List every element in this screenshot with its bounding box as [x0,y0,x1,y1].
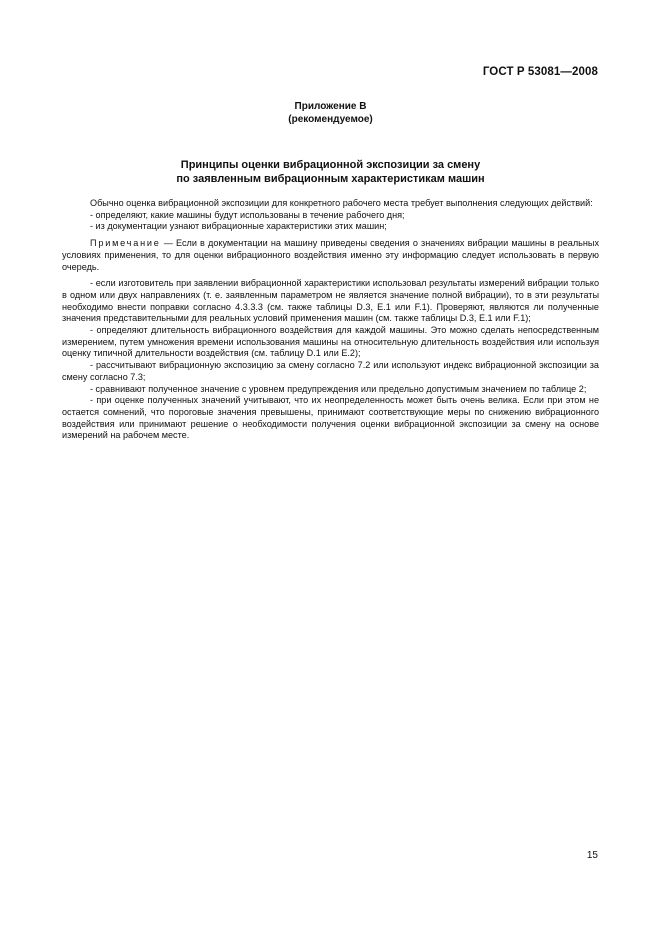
note-paragraph [62,238,599,273]
list-item: - при оценке полученных значений учитывают, что их неопределенность может быть очень велика. Если при этом не остается сомнений, что пороговые значения превышены, принимают соответствующие меры по снижению вибрационного воздействия или принимают решение о необходимости получения оценки вибрационной экспозиции за смену на основе измерений на рабочем месте. [62,395,599,441]
page-number: 15 [586,850,598,861]
list-item: - из документации узнают вибрационные характеристики этих машин; [90,221,387,232]
appendix-title: Приложение В [294,101,367,112]
list-item: - сравнивают полученное значение с уровнем предупреждения или предельно допустимым значением по таблице 2; [90,383,587,394]
note-text: — Если в документации на машину приведены сведения о значениях вибрации машины в реальных условиях применения, то для оценки вибрационного воздействия именно эту информацию следует использовать в первую очередь. [62,238,599,272]
list-item: - рассчитывают вибрационную экспозицию за смену согласно 7.2 или используют индекс вибрационной экспозиции за смену согласно 7.3; [62,360,599,382]
note-label: Примечание [90,238,161,249]
standard-code: ГОСТ Р 53081—2008 [482,66,598,78]
section-title-line-1: Принципы оценки вибрационной экспозиции за смену [180,159,481,171]
appendix-heading [0,100,661,126]
section-title-line-2: по заявленным вибрационным характеристикам машин [176,173,485,185]
document-body [62,198,599,442]
paragraph-intro: Обычно оценка вибрационной экспозиции для конкретного рабочего места требует выполнения следующих действий: [90,198,593,208]
section-title [0,158,661,186]
list-item: - определяют, какие машины будут использованы в течение рабочего дня; [90,209,405,220]
list-item: - если изготовитель при заявлении вибрационной характеристики использовал результаты измерений вибрации только в одном или двух направлениях (т. е. заявленным параметром не является значение полной вибрации), то в эти результаты необходимо внести поправки согласно 4.3.3.3 (см. также таблицы D.3, E.1 или F.1). Проверяют, являются ли полученные значения представительными для реальных условий применения машин (см. также таблицы D.3, E.1 или F.1); [62,278,599,324]
appendix-subtitle: (рекомендуемое) [288,114,373,125]
list-item: - определяют длительность вибрационного воздействия для каждой машины. Это можно сделать непосредственным измерением, путем умножения времени использования машины на относительную длительность воздействия или используя оценку типичной длительности воздействия (см. таблицу D.1 или E.2); [62,325,599,359]
